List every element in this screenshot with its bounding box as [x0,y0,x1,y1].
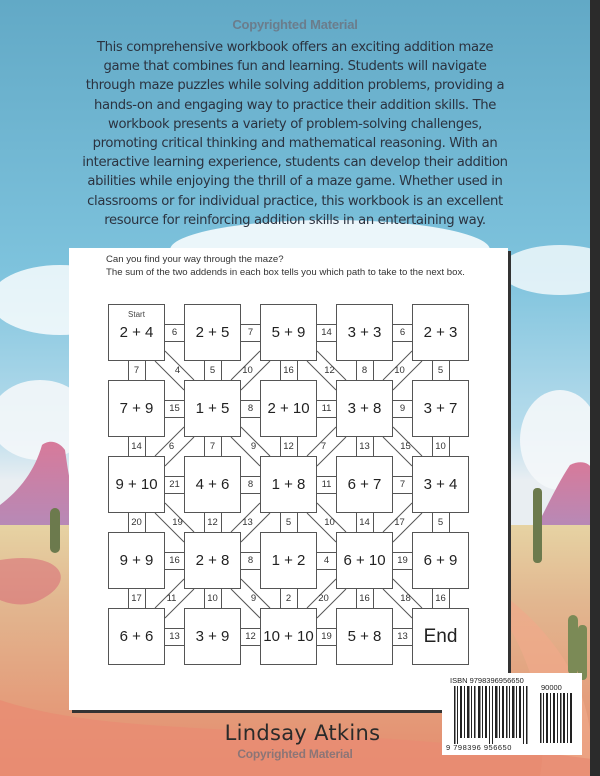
addition-problem: 6 + 10 [343,552,386,569]
diagonal-path-label: 18 [400,592,411,604]
addition-problem: 7 + 9 [119,400,154,417]
diagonal-path-label: 9 [250,440,257,452]
maze-box [260,456,317,513]
addition-problem: 3 + 4 [423,476,458,493]
addition-problem: 6 + 9 [423,552,458,569]
blurb-line: resource for reinforcing addition skills in an entertaining way. [104,212,486,228]
addition-problem: 2 + 8 [195,552,230,569]
maze-box [260,304,317,361]
path-label: 13 [356,437,374,456]
start-label: Start [128,310,145,319]
maze-end-box [412,608,469,665]
diagonal-path-label: 4 [174,364,181,376]
path-label: 7 [393,476,412,494]
addition-problem: 3 + 3 [347,324,382,341]
addition-problem: 2 + 3 [423,324,458,341]
maze-box [108,380,165,437]
worksheet-question: Can you find your way through the maze? [106,254,284,265]
path-label: 12 [204,513,222,532]
blurb-line: game that combines fun and learning. Students will navigate [103,59,487,75]
diagonal-path-label: 17 [394,516,405,528]
path-label: 13 [393,628,412,646]
maze-box [412,456,469,513]
isbn-barcode [442,673,582,755]
maze-box [336,304,393,361]
path-label: 21 [165,476,184,494]
addition-problem: 1 + 5 [195,400,230,417]
path-label: 2 [280,589,298,608]
path-label: 15 [165,400,184,418]
blurb-line: through maze puzzles while solving addition problems, providing a [85,78,505,94]
maze-box [412,532,469,589]
path-label: 11 [317,400,336,418]
maze-box [184,456,241,513]
path-label: 7 [204,437,222,456]
maze-box [336,456,393,513]
diagonal-path-label: 10 [324,516,335,528]
path-label: 16 [280,361,298,380]
path-label: 16 [165,552,184,570]
path-label: 16 [356,589,374,608]
path-label: 17 [128,589,146,608]
path-label: 16 [432,589,450,608]
addition-problem: 5 + 9 [271,324,306,341]
path-label: 12 [241,628,260,646]
path-label: 14 [356,513,374,532]
diagonal-path-label: 12 [324,364,335,376]
maze-box [260,532,317,589]
end-label: End [423,625,458,647]
diagonal-path-label: 11 [166,592,177,604]
addition-problem: 9 + 9 [119,552,154,569]
path-label: 14 [128,437,146,456]
maze-box [412,304,469,361]
path-label: 8 [241,476,260,494]
addition-problem: 6 + 6 [119,628,154,645]
blurb-line: promoting critical thinking and mathematical reasoning. With an [92,136,498,152]
diagonal-path-label: 15 [400,440,411,452]
maze-box [108,532,165,589]
addition-problem: 1 + 2 [271,552,306,569]
path-label: 4 [317,552,336,570]
path-label: 14 [317,324,336,342]
path-label: 5 [432,513,450,532]
maze-box [184,532,241,589]
diagonal-path-label: 19 [172,516,183,528]
path-label: 12 [280,437,298,456]
path-label: 5 [432,361,450,380]
addition-problem: 5 + 8 [347,628,382,645]
diagonal-path-label: 10 [242,364,253,376]
path-label: 8 [241,552,260,570]
copyright-watermark-top: Copyrighted Material [232,17,358,32]
maze-box [336,380,393,437]
path-label: 8 [356,361,374,380]
addition-problem: 2 + 4 [119,324,154,341]
maze-box [336,608,393,665]
diagonal-path-label: 13 [242,516,253,528]
maze-box [108,608,165,665]
worksheet-instruction: The sum of the two addends in each box tells you which path to take to the next box. [106,266,465,278]
isbn-digits: 9 798396 956650 [446,743,512,752]
blurb-line: classrooms or for individual practice, this workbook is an excellent [87,193,503,209]
path-label: 9 [393,400,412,418]
maze-box [336,532,393,589]
diagonal-path-label: 20 [318,592,329,604]
maze-box [260,608,317,665]
path-label: 20 [128,513,146,532]
path-label: 5 [280,513,298,532]
diagonal-path-label: 7 [320,440,327,452]
path-label: 13 [165,628,184,646]
blurb-line: interactive learning experience, students can develop their addition [82,155,508,171]
addition-problem: 3 + 8 [347,400,382,417]
addition-problem: 10 + 10 [263,628,314,645]
maze-box [260,380,317,437]
path-label: 7 [128,361,146,380]
path-label: 5 [204,361,222,380]
addition-problem: 3 + 7 [423,400,458,417]
blurb-line: abilities while enjoying the thrill of a maze game. Whether used in [87,174,503,190]
maze-box [412,380,469,437]
isbn-label: ISBN 9798396956650 [450,676,524,685]
addition-problem: 1 + 8 [271,476,306,493]
addition-problem: 4 + 6 [195,476,230,493]
path-label: 19 [393,552,412,570]
maze-box [184,304,241,361]
addition-problem: 6 + 7 [347,476,382,493]
diagonal-path-label: 10 [394,364,405,376]
path-label: 6 [165,324,184,342]
maze-box [184,380,241,437]
addition-problem: 2 + 10 [267,400,310,417]
path-label: 7 [241,324,260,342]
path-label: 6 [393,324,412,342]
copyright-watermark-bottom: Copyrighted Material [237,747,353,761]
path-label: 10 [432,437,450,456]
maze-box [184,608,241,665]
addition-problem: 2 + 5 [195,324,230,341]
diagonal-path-label: 9 [250,592,257,604]
maze-box [108,456,165,513]
path-label: 8 [241,400,260,418]
blurb-line: workbook presents a variety of problem-solving challenges, [108,116,482,132]
path-label: 11 [317,476,336,494]
path-label: 10 [204,589,222,608]
blurb-line: This comprehensive workbook offers an exciting addition maze [96,40,494,55]
author-name: Lindsay Atkins [224,721,381,745]
diagonal-path-label: 6 [168,440,175,452]
addition-problem: 9 + 10 [115,476,158,493]
path-label: 19 [317,628,336,646]
addition-problem: 3 + 9 [195,628,230,645]
blurb-line: hands-on and engaging way to practice their addition skills. The [93,97,497,113]
price-addon: 90000 [541,683,562,692]
maze-start-box [108,304,165,361]
